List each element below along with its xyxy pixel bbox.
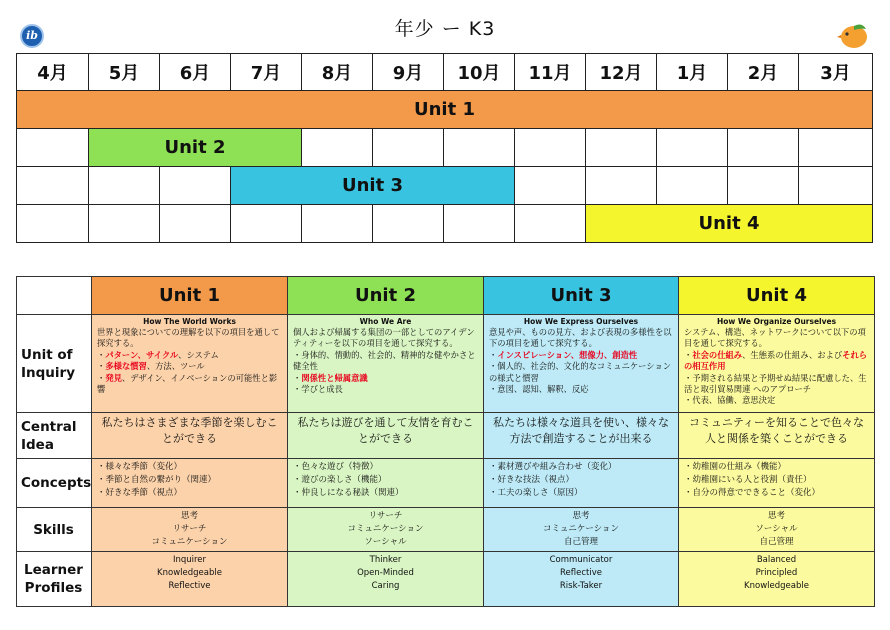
empty-month-cell [799, 167, 873, 205]
inquiry-bullet [293, 350, 478, 373]
bullet-text: ・ [489, 349, 498, 360]
month-header: 5月 [89, 54, 160, 91]
empty-month-cell [373, 129, 444, 167]
bullet-text: ・ [97, 372, 106, 383]
unit-3-concepts [484, 459, 679, 508]
months-row [17, 54, 873, 91]
inquiry-bullet [97, 361, 282, 372]
unit-1-concepts [92, 459, 288, 508]
timeline-bar-unit-3: Unit 3 [231, 167, 515, 205]
row-label-line: Learner [24, 562, 83, 578]
unit-3-header: Unit 3 [484, 277, 679, 315]
timeline-row-unit-4 [17, 205, 873, 243]
highlighted-term: 発見 [105, 372, 122, 383]
concepts-item: ・様々な季節（変化） [97, 462, 183, 472]
unit-header-row [17, 277, 875, 315]
month-header: 12月 [586, 54, 657, 91]
unit-2-skills [288, 508, 484, 552]
empty-month-cell [799, 129, 873, 167]
empty-month-cell [160, 167, 231, 205]
skills-item: ソーシャル [755, 524, 798, 534]
empty-month-cell [17, 205, 89, 243]
empty-month-cell [17, 129, 89, 167]
highlighted-term: それらの相互作用 [684, 349, 868, 372]
profiles-item: Principled [755, 568, 798, 578]
unit-4-concepts [679, 459, 875, 508]
inquiry-bullet [489, 384, 673, 395]
bullet-text: 、方法、ツール [146, 361, 205, 372]
skills-item: 思考 [180, 511, 198, 521]
timeline-bar-unit-2: Unit 2 [89, 129, 302, 167]
corner-cell [17, 277, 92, 315]
row-label-unit-of-inquiry [17, 315, 92, 413]
month-header: 4月 [17, 54, 89, 91]
row-label-line: Central [21, 418, 77, 435]
concepts-item: ・幼稚園にいる人と役割（責任） [684, 475, 812, 485]
month-header: 6月 [160, 54, 231, 91]
empty-month-cell [444, 205, 515, 243]
timeline-bar-unit-1: Unit 1 [17, 91, 873, 129]
row-label-line: Idea [21, 436, 54, 453]
empty-month-cell [160, 205, 231, 243]
row-label-line: Unit of [21, 346, 73, 363]
unit-3-skills [484, 508, 679, 552]
row-label-central-idea [17, 413, 92, 459]
row-label-skills [17, 508, 92, 552]
unit-of-inquiry-row [17, 315, 875, 413]
profiles-item: Knowledgeable [157, 568, 222, 578]
row-label-line: Skills [33, 521, 74, 538]
empty-month-cell [657, 167, 728, 205]
unit-1-inquiry [92, 315, 288, 413]
concepts-item: ・遊びの楽しさ（機能） [293, 475, 387, 485]
month-header: 10月 [444, 54, 515, 91]
bullet-text: 、生態系の仕組み、および [742, 349, 843, 360]
row-label-line: Concepts [21, 475, 92, 491]
row-label-learner-profiles [17, 552, 92, 607]
concepts-item: ・仲良しになる秘訣（関連） [293, 488, 404, 498]
inquiry-theme: Who We Are [359, 317, 412, 326]
skills-item: 自己管理 [759, 537, 794, 547]
skills-item: コミュニケーション [543, 524, 619, 534]
bullet-text: ・予期される結果と予期せぬ結果に配慮した、生活と取引貿易関連 へのアプローチ [684, 372, 867, 395]
profiles-item: Risk-Taker [559, 581, 603, 591]
unit-4-central-idea: コミュニティーを知ることで色々な人と関係を築くことができる [679, 413, 875, 459]
concepts-item: ・工夫の楽しさ（原因） [489, 488, 583, 498]
unit-1-skills [92, 508, 288, 552]
skills-item: コミュニケーション [347, 524, 424, 534]
empty-month-cell [17, 167, 89, 205]
unit-1-learner-profiles [92, 552, 288, 607]
inquiry-intro: 世界と現象についての理解を以下の項目を通して探究する。 [97, 327, 280, 349]
unit-2-inquiry [288, 315, 484, 413]
month-header: 11月 [515, 54, 586, 91]
bullet-text: ・意図、認知、解釈、反応 [489, 384, 589, 395]
unit-2-central-idea: 私たちは遊びを通して友情を育むことができる [288, 413, 484, 459]
concepts-item: ・季節と自然の繋がり（関連） [97, 475, 217, 485]
concepts-item: ・幼稚園の仕組み（機能） [684, 462, 787, 472]
inquiry-bullet [684, 373, 869, 396]
timeline-row-unit-3 [17, 167, 873, 205]
skills-item: リサーチ [172, 524, 207, 534]
profiles-item: Caring [371, 581, 400, 591]
highlighted-term: 社会の仕組み [692, 349, 743, 360]
unit-3-central-idea: 私たちは様々な道具を使い、様々な方法で創造することが出来る [484, 413, 679, 459]
empty-month-cell [302, 205, 373, 243]
concepts-row [17, 459, 875, 508]
inquiry-bullet [684, 395, 869, 406]
concepts-item: ・好きな技法（視点） [489, 475, 575, 485]
unit-3-learner-profiles [484, 552, 679, 607]
bullet-text: ・身体的、情動的、社会的、精神的な健やかさと健全性 [293, 349, 476, 372]
row-label-line: Profiles [24, 580, 83, 596]
empty-month-cell [728, 167, 799, 205]
profiles-item: Thinker [369, 555, 402, 565]
highlighted-term: 関係性と帰属意識 [301, 372, 368, 383]
bullet-text: ・ [97, 349, 106, 360]
profiles-item: Balanced [756, 555, 797, 565]
unit-1-central-idea: 私たちはさまざまな季節を楽しむことができる [92, 413, 288, 459]
unit-4-header: Unit 4 [679, 277, 875, 315]
empty-month-cell [89, 205, 160, 243]
empty-month-cell [657, 129, 728, 167]
row-label-line: Inquiry [21, 364, 75, 381]
bullet-text: 、デザイン、イノベーションの可能性と影響 [97, 372, 278, 395]
month-header: 1月 [657, 54, 728, 91]
bullet-text: ・代表、協働、意思決定 [684, 395, 776, 406]
inquiry-bullet [97, 350, 282, 361]
unit-1-header: Unit 1 [92, 277, 288, 315]
inquiry-bullet [293, 373, 478, 384]
unit-2-header: Unit 2 [288, 277, 484, 315]
unit-4-learner-profiles [679, 552, 875, 607]
highlighted-term: インスピレーション、想像力、創造性 [497, 349, 638, 360]
learner-profiles-row [17, 552, 875, 607]
bullet-text: ・ [684, 349, 693, 360]
bullet-text: ・個人的、社会的、文化的なコミュニケーションの様式と慣習 [489, 361, 672, 383]
concepts-item: ・自分の得意でできること（変化） [684, 488, 821, 498]
concepts-item: ・好きな季節（視点） [97, 488, 183, 498]
profiles-item: Communicator [549, 555, 613, 565]
inquiry-bullet [293, 384, 478, 395]
bird-logo [836, 20, 870, 50]
row-label-concepts [17, 459, 92, 508]
unit-4-skills [679, 508, 875, 552]
inquiry-theme: How We Organize Ourselves [716, 317, 837, 326]
skills-item: 思考 [572, 511, 590, 521]
central-idea-row [17, 413, 875, 459]
empty-month-cell [231, 205, 302, 243]
bullet-text: ・ [97, 361, 106, 372]
bullet-text: 、システム [178, 349, 219, 360]
empty-month-cell [373, 205, 444, 243]
profiles-item: Reflective [168, 581, 211, 591]
inquiry-bullet [684, 350, 869, 373]
skills-item: リサーチ [368, 511, 403, 521]
month-header: 2月 [728, 54, 799, 91]
month-header: 3月 [799, 54, 873, 91]
profiles-item: Inquirer [172, 555, 207, 565]
empty-month-cell [586, 129, 657, 167]
month-header: 7月 [231, 54, 302, 91]
unit-detail-table [16, 276, 875, 607]
bullet-text: ・ [293, 372, 302, 383]
inquiry-theme: How We Express Ourselves [523, 317, 639, 326]
unit-3-inquiry [484, 315, 679, 413]
empty-month-cell [444, 129, 515, 167]
ib-logo: ib [20, 24, 44, 48]
empty-month-cell [515, 129, 586, 167]
unit-4-inquiry [679, 315, 875, 413]
empty-month-cell [302, 129, 373, 167]
empty-month-cell [586, 167, 657, 205]
inquiry-intro: システム、構造、ネットワークについて以下の項目を通して探究する。 [684, 327, 866, 349]
unit-2-learner-profiles [288, 552, 484, 607]
skills-item: 自己管理 [563, 537, 598, 547]
timeline-row-unit-2 [17, 129, 873, 167]
concepts-item: ・素材選びや組み合わせ（変化） [489, 462, 617, 472]
empty-month-cell [728, 129, 799, 167]
profiles-item: Reflective [560, 568, 602, 578]
skills-item: 思考 [767, 511, 785, 521]
month-header: 9月 [373, 54, 444, 91]
skills-row [17, 508, 875, 552]
calendar-grid [16, 53, 873, 243]
concepts-item: ・色々な遊び（特徴） [293, 462, 379, 472]
profiles-item: Open-Minded [357, 568, 414, 578]
empty-month-cell [89, 167, 160, 205]
empty-month-cell [515, 167, 586, 205]
page-title: 年少 ー K3 [394, 18, 496, 40]
skills-item: ソーシャル [364, 537, 407, 547]
month-header: 8月 [302, 54, 373, 91]
highlighted-term: 多様な慣習 [105, 361, 147, 372]
inquiry-intro: 意見や声、ものの見方、および表現の多様性を以下の項目を通して探究する。 [489, 327, 672, 349]
inquiry-bullet [489, 361, 673, 384]
profiles-item: Knowledgeable [744, 581, 809, 591]
empty-month-cell [515, 205, 586, 243]
unit-2-concepts [288, 459, 484, 508]
inquiry-intro: 個人および帰属する集団の一部としてのアイデンティティーを以下の項目を通して探究する。 [293, 327, 475, 349]
bullet-text: ・学びと成長 [293, 384, 343, 395]
highlighted-term: パターン、サイクル [105, 349, 179, 360]
inquiry-theme: How The World Works [143, 317, 236, 326]
inquiry-bullet [489, 350, 673, 361]
inquiry-bullet [97, 373, 282, 396]
skills-item: コミュニケーション [151, 537, 228, 547]
timeline-row-unit-1 [17, 91, 873, 129]
timeline-bar-unit-4: Unit 4 [586, 205, 873, 243]
